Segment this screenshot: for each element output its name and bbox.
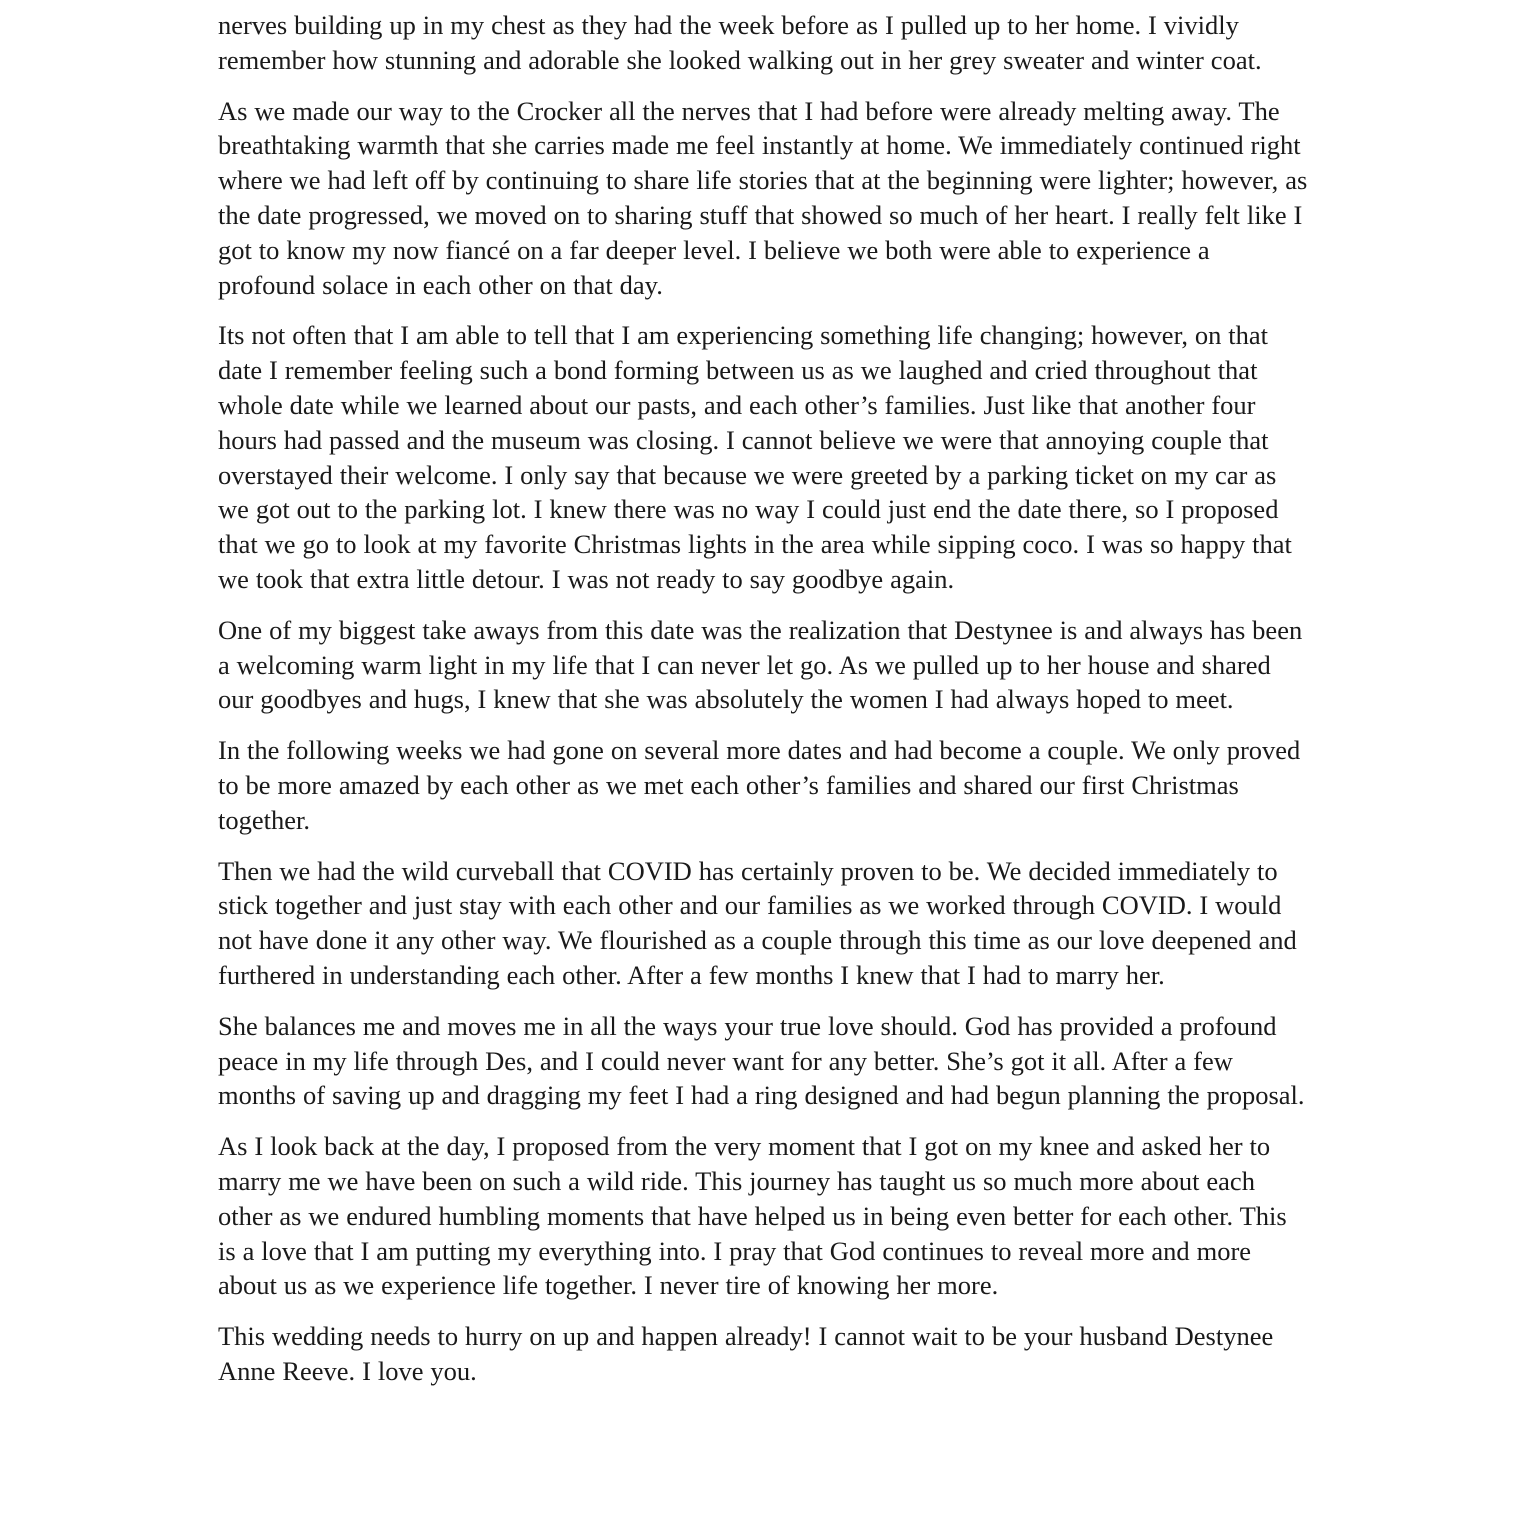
paragraph-1: nerves building up in my chest as they had the week before as I pulled up to her home. I vividly remember how stunning and adorable she looked walking out in her grey sweater and winter coat. <box>218 10 1262 75</box>
paragraph-8: As I look back at the day, I proposed from the very moment that I got on my knee and asked her to marry me we have been on such a wild ride. This journey has taught us so much more about each other as we endured humbling moments that have helped us in being even better for each other. This is a love that I am putting my everything into. I pray that God continues to reveal more and more about us as we experience life together. I never tire of knowing her more. <box>218 1131 1287 1301</box>
paragraph-3: Its not often that I am able to tell that I am experiencing something life changing; however, on that date I remember feeling such a bond forming between us as we laughed and cried throughout that whole date while we learned about our pasts, and each other’s families. Just like that another four hours had passed and the museum was closing. I cannot believe we were that annoying couple that overstayed their welcome. I only say that because we were greeted by a parking ticket on my car as we got out to the parking lot. I knew there was no way I could just end the date there, so I proposed that we go to look at my favorite Christmas lights in the area while sipping coco. I was so happy that we took that extra little detour. I was not ready to say goodbye again. <box>218 320 1292 594</box>
document-text-body <box>218 0 1308 1389</box>
paragraph-2: As we made our way to the Crocker all the nerves that I had before were already melting away. The breathtaking warmth that she carries made me feel instantly at home. We immediately continued right where we had left off by continuing to share life stories that at the beginning were lighter; however, as the date progressed, we moved on to sharing stuff that showed so much of her heart. I really felt like I got to know my now fiancé on a far deeper level. I believe we both were able to experience a profound solace in each other on that day. <box>218 95 1308 300</box>
paragraph-9: This wedding needs to hurry on up and happen already! I cannot wait to be your husband Destynee Anne Reeve. I love you. <box>218 1321 1274 1386</box>
paragraph-4: One of my biggest take aways from this date was the realization that Destynee is and always has been a welcoming warm light in my life that I can never let go. As we pulled up to her house and shared our goodbyes and hugs, I knew that she was absolutely the women I had always hoped to meet. <box>218 614 1303 715</box>
paragraph-6: Then we had the wild curveball that COVID has certainly proven to be. We decided immediately to stick together and just stay with each other and our families as we worked through COVID. I would not have done it any other way. We flourished as a couple through this time as our love deepened and furthered in understanding each other. After a few months I knew that I had to marry her. <box>218 855 1297 990</box>
paragraph-5: In the following weeks we had gone on several more dates and had become a couple. We only proved to be more amazed by each other as we met each other’s families and shared our first Christmas together. <box>218 735 1301 835</box>
paragraph-7: She balances me and moves me in all the ways your true love should. God has provided a profound peace in my life through Des, and I could never want for any better. She’s got it all. After a few months of saving up and dragging my feet I had a ring designed and had begun planning the proposal. <box>218 1010 1305 1111</box>
